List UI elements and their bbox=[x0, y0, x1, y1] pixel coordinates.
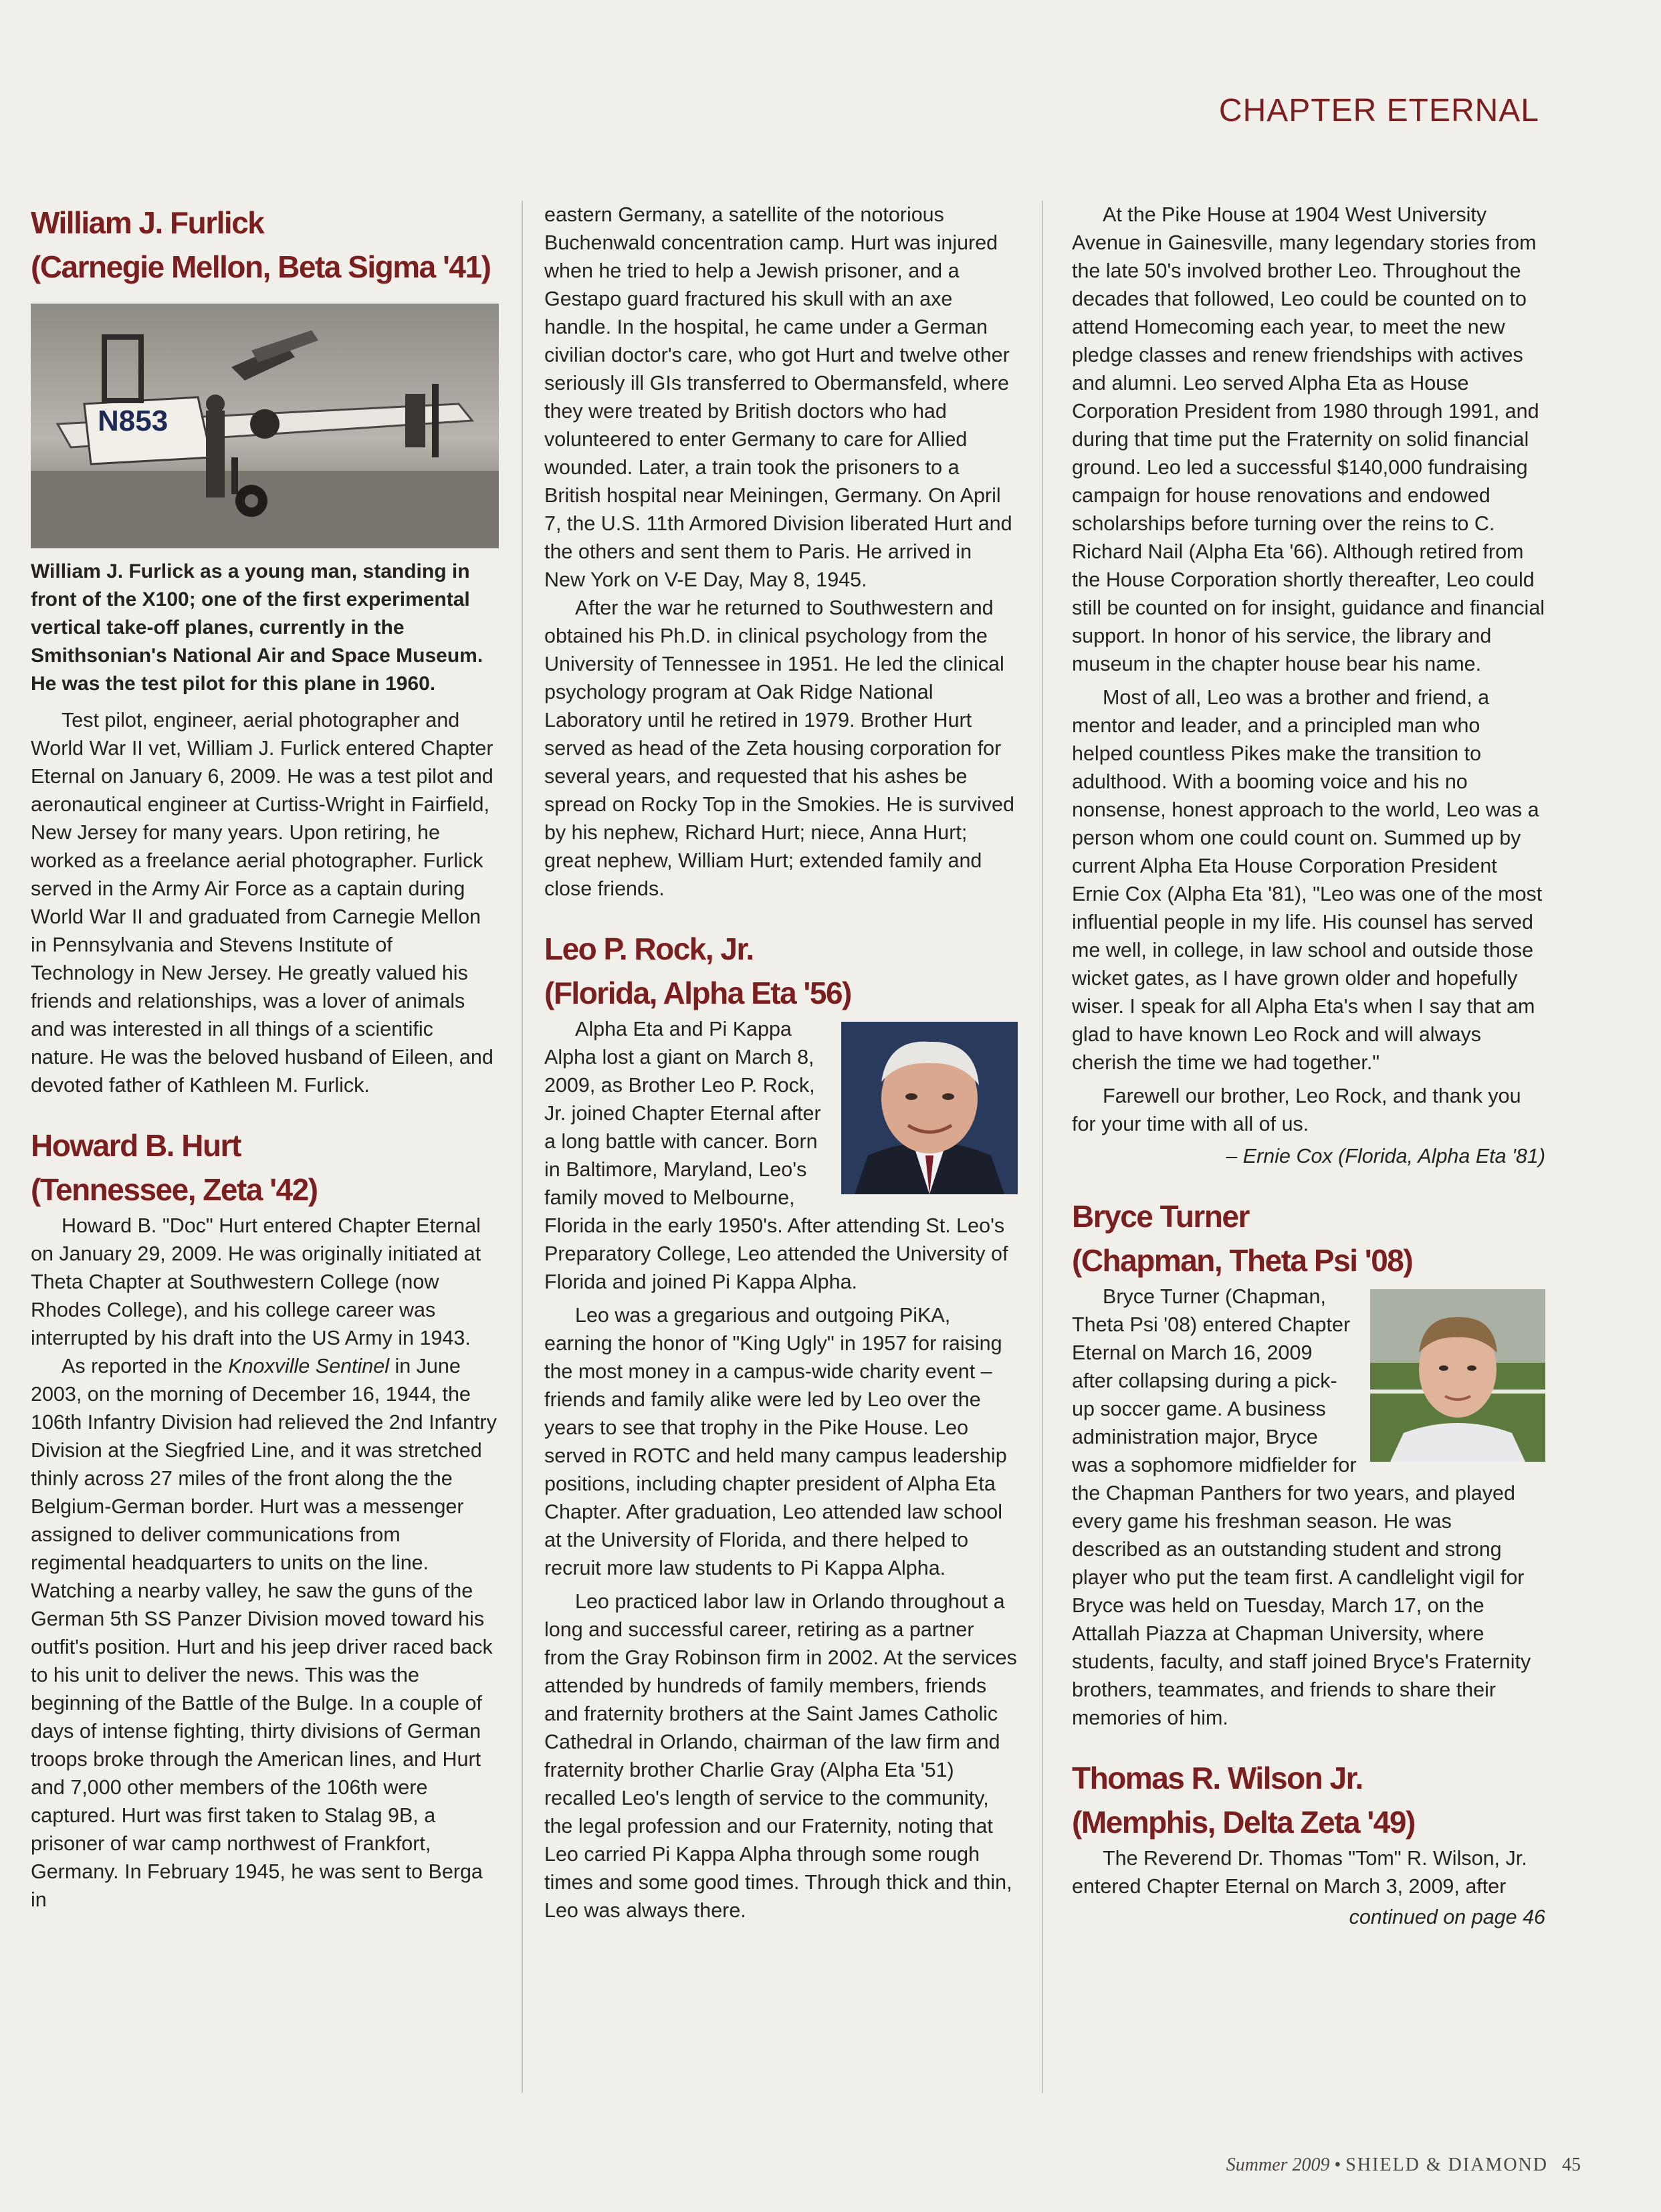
obituary-body: Alpha Eta and Pi Kappa Alpha lost a giant on March 8, 2009, as Brother Leo P. Rock, Jr. joined Chapter Eternal after a long battle with cancer. Born in Baltimore, Maryland, Leo's family moved to Melbourne, Florida in the early 1950's. After attending St. Leo's Preparatory College, Leo attended the University of Florida and joined Pi Kappa Alpha. bbox=[544, 1018, 1008, 1293]
obituary-heading bbox=[31, 1123, 499, 1212]
section-label: CHAPTER ETERNAL bbox=[1218, 93, 1539, 128]
obituary-body: eastern Germany, a satellite of the notorious Buchenwald concentration camp. Hurt was injured when he tried to help a Jewish prisoner, and a Gestapo guard fractured his skull with an axe handle. In the hospital, he came under a German civilian doctor's care, who got Hurt and twelve other seriously ill GIs transferred to Obermansfeld, where they were treated by British doctors who had volunteered to enter Germany to care for Allied wounded. Later, a train took the prisoners to a British hospital near Meiningen, Germany. On April 7, the U.S. 11th Armored Division liberated Hurt and the others and sent them to Paris. He arrived in New York on V-E Day, May 8, 1945. bbox=[544, 203, 1012, 591]
photo-caption: William J. Furlick as a young man, standing in front of the X100; one of the first experimental vertical take-off planes, currently in the Smithsonian's National Air and Space Museum. He was the test pilot for this plane in 1960. bbox=[31, 560, 483, 695]
attribution: – Ernie Cox (Florida, Alpha Eta '81) bbox=[1226, 1145, 1545, 1168]
portrait-illustration bbox=[1370, 1289, 1545, 1462]
heading-name: Thomas R. Wilson Jr. bbox=[1072, 1761, 1363, 1795]
obituary-hurt bbox=[31, 1123, 499, 1914]
x100-airplane-photo bbox=[31, 304, 499, 548]
obituary-heading bbox=[31, 201, 499, 289]
heading-chapter: (Memphis, Delta Zeta '49) bbox=[1072, 1805, 1415, 1840]
obituary-rock bbox=[544, 927, 1018, 1924]
heading-name: Leo P. Rock, Jr. bbox=[544, 931, 754, 966]
obituary-turner bbox=[1072, 1194, 1545, 1732]
heading-chapter: (Chapman, Theta Psi '08) bbox=[1072, 1243, 1413, 1278]
obituary-body: Howard B. "Doc" Hurt entered Chapter Eternal on January 29, 2009. He was originally initiated at Theta Chapter at Southwestern College (now Rhodes College), and his college career was interrupted by his draft into the US Army in 1943. bbox=[31, 1214, 481, 1349]
obituary-body: Farewell our brother, Leo Rock, and thank you for your time with all of us. bbox=[1072, 1085, 1521, 1135]
heading-name: Bryce Turner bbox=[1072, 1199, 1249, 1234]
obituary-body: Most of all, Leo was a brother and friend, a mentor and leader, and a principled man who helped countless Pikes make the transition to adulthood. With a booming voice and his no nonsense, honest approach to the world, Leo was a person whom one could count on. Summed up by current Alpha Eta House Corporation President Ernie Cox (Alpha Eta '81), "Leo was one of the most influential people in my life. His counsel has served me well, in college, in law school and outside those wicket gates, as I have grown older and hopefully wiser. I speak for all Alpha Eta's when I say that am glad to have known Leo Rock and will always cherish the time we had together." bbox=[1072, 686, 1543, 1074]
column-3 bbox=[1072, 201, 1545, 1931]
body-text: in June 2003, on the morning of December 16, 1944, the 106th Infantry Division had relieved the 2nd Infantry Division at the Siegfried Line, and it was stretched thinly across 27 miles of the front along the the Belgium-German border. Hurt was a messenger assigned to deliver communications from regimental headquarters to units on the line. Watching a nearby valley, he saw the guns of the German 5th SS Panzer Division moved toward his outfit's position. Hurt and his jeep driver raced back to his unit to deliver the news. This was the beginning of the Battle of the Bulge. In a couple of days of intense fighting, thirty divisions of German troops broke through the American lines, and Hurt and 7,000 other members of the 106th were captured. Hurt was first taken to Stalag 9B, a prisoner of war camp northwest of Frankfort, Germany. In February 1945, he was sent to Berga in bbox=[31, 1355, 497, 1911]
obituary-body: Bryce Turner (Chapman, Theta Psi '08) entered Chapter Eternal on March 16, 2009 after collapsing during a pick-up soccer game. A business administration major, Bryce was a sophomore midfielder for the Chapman Panthers for two years, and played every game his freshman season. He was described as an outstanding student and strong player who put the team first. A candlelight vigil for Bryce was held on Tuesday, March 17, on the Attallah Piazza at Chapman University, where students, faculty, and staff joined Bryce's Fraternity brothers, teammates, and friends to share their memories of him. bbox=[1072, 1285, 1531, 1729]
newspaper-title: Knoxville Sentinel bbox=[228, 1355, 389, 1377]
heading-chapter: (Tennessee, Zeta '42) bbox=[31, 1172, 318, 1207]
footer-separator: • bbox=[1334, 2154, 1341, 2175]
obituary-heading bbox=[1072, 1756, 1545, 1844]
airplane-photo-illustration bbox=[31, 304, 499, 548]
heading-name: Howard B. Hurt bbox=[31, 1128, 241, 1163]
heading-chapter: (Florida, Alpha Eta '56) bbox=[544, 976, 851, 1010]
obituary-heading bbox=[1072, 1194, 1545, 1283]
obituary-body bbox=[31, 1352, 499, 1914]
obituary-wilson bbox=[1072, 1756, 1545, 1931]
heading-name: William J. Furlick bbox=[31, 205, 264, 240]
column-divider bbox=[1042, 201, 1043, 2093]
issue-date: Summer 2009 bbox=[1226, 2154, 1330, 2175]
page-footer bbox=[1226, 2154, 1581, 2176]
column-divider bbox=[522, 201, 523, 2093]
obituary-body: Leo was a gregarious and outgoing PiKA, earning the honor of "King Ugly" in 1957 for raising the most money in a campus-wide charity event – friends and family alike were led by Leo over the years to see that trophy in the Pike House. Leo served in ROTC and held many campus leadership positions, including chapter president of Alpha Eta Chapter. After graduation, Leo attended law school at the University of Florida, and there helped to recruit more law students to Pi Kappa Alpha. bbox=[544, 1304, 1007, 1579]
column-2 bbox=[544, 201, 1018, 1924]
column-1 bbox=[31, 201, 499, 1914]
magazine-title: SHIELD & DIAMOND bbox=[1345, 2154, 1548, 2175]
obituary-body: After the war he returned to Southwestern and obtained his Ph.D. in clinical psychology from the University of Tennessee in 1951. He led the clinical psychology program at Oak Ridge National Laboratory until he retired in 1979. Brother Hurt served as head of the Zeta housing corporation for several years, and requested that his ashes be spread on Rocky Top in the Smokies. He is survived by his nephew, Richard Hurt; niece, Anna Hurt; great nephew, William Hurt; extended family and close friends. bbox=[544, 596, 1014, 900]
obituary-furlick bbox=[31, 201, 499, 1099]
heading-chapter: (Carnegie Mellon, Beta Sigma '41) bbox=[31, 249, 491, 284]
portrait-illustration bbox=[841, 1022, 1018, 1194]
plane-registration-text: N853 bbox=[98, 405, 169, 437]
obituary-body: Leo practiced labor law in Orlando throughout a long and successful career, retiring as a partner from the Gray Robinson firm in 2002. At the services attended by hundreds of family members, friends and fraternity brothers at the Saint James Catholic Cathedral in Orlando, chairman of the law firm and fraternity brother Charlie Gray (Alpha Eta '51) recalled Leo's length of service to the community, the legal profession and our Fraternity, noting that Leo carried Pi Kappa Alpha through some rough times and some good times. Through thick and thin, Leo was always there. bbox=[544, 1590, 1017, 1922]
bryce-turner-portrait bbox=[1370, 1289, 1545, 1462]
body-text: As reported in the bbox=[62, 1355, 229, 1377]
obituary-body: Test pilot, engineer, aerial photographer and World War II vet, William J. Furlick entered Chapter Eternal on January 6, 2009. He was a test pilot and aeronautical engineer at Curtiss-Wright in Fairfield, New Jersey for many years. Upon retiring, he worked as a freelance aerial photographer. Furlick served in the Army Air Force as a captain during World War II and graduated from Carnegie Mellon in Pennsylvania and Stevens Institute of Technology in New Jersey. He greatly valued his friends and relationships, was a lover of animals and was interested in all things of a scientific nature. He was the beloved husband of Eileen, and devoted father of Kathleen M. Furlick. bbox=[31, 709, 493, 1097]
obituary-body: At the Pike House at 1904 West University Avenue in Gainesville, many legendary stories from the late 50's involved brother Leo. Throughout the decades that followed, Leo could be counted on to attend Homecoming each year, to meet the new pledge classes and renew friendships with actives and alumni. Leo served Alpha Eta as House Corporation President from 1980 through 1991, and during that time put the Fraternity on solid financial ground. Leo led a successful $140,000 fundraising campaign for house renovations and endowed scholarships before turning over the reins to C. Richard Nail (Alpha Eta '66). Although retired from the House Corporation shortly thereafter, Leo could still be counted on for insight, guidance and financial support. In honor of his service, the library and museum in the chapter house bear his name. bbox=[1072, 203, 1545, 675]
obituary-heading bbox=[544, 927, 1018, 1015]
leo-rock-portrait bbox=[841, 1022, 1018, 1194]
continued-link[interactable]: continued on page 46 bbox=[1349, 1906, 1545, 1928]
obituary-body: The Reverend Dr. Thomas "Tom" R. Wilson, Jr. entered Chapter Eternal on March 3, 2009, after bbox=[1072, 1847, 1527, 1898]
page-number: 45 bbox=[1562, 2154, 1581, 2175]
